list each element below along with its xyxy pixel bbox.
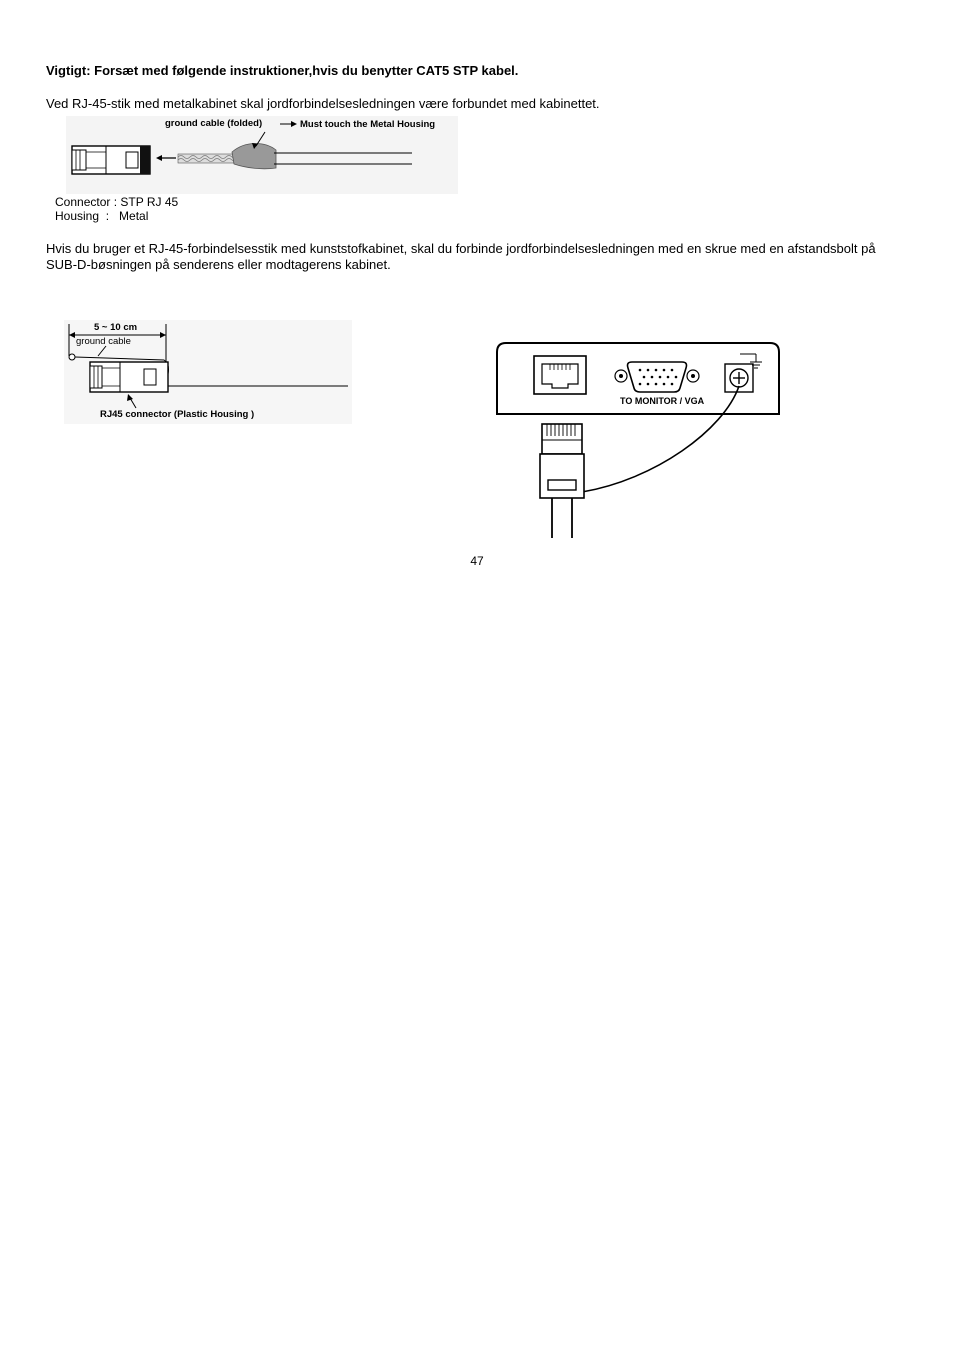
paragraph-metal-housing: Ved RJ-45-stik med metalkabinet skal jordforbindelsesledningen være forbundet med kabinettet. — [46, 96, 600, 111]
ground-cable-folded-label: ground cable (folded) — [165, 118, 263, 129]
must-touch-housing-label: Must touch the Metal Housing — [300, 119, 436, 130]
page-number: 47 — [470, 554, 484, 568]
vga-port-label: TO MONITOR / VGA — [620, 396, 705, 406]
paragraph-plastic-housing: Hvis du bruger et RJ-45-forbindelsesstik med kunststofkabinet, skal du forbinde jordforbindelsesledningen med en skrue med en afstandsbolt på SUB-D-bøsningen på senderens eller modtagerens kabinet. — [46, 241, 876, 272]
device-ground-figure — [494, 340, 782, 538]
ground-cable-label: ground cable — [76, 336, 131, 347]
rj45-plastic-label: RJ45 connector (Plastic Housing ) — [100, 409, 255, 420]
stp-connector-figure — [66, 116, 458, 194]
device-ground-diagram — [494, 340, 782, 538]
page-heading: Vigtigt: Forsæt med følgende instruktioner,hvis du benytter CAT5 STP kabel. — [46, 63, 519, 78]
plastic-connector-figure — [64, 320, 352, 424]
distance-label: 5 ~ 10 cm — [94, 322, 138, 333]
caption-connector: Connector : STP RJ 45 — [55, 195, 179, 209]
caption-housing: Housing : Metal — [55, 209, 149, 223]
